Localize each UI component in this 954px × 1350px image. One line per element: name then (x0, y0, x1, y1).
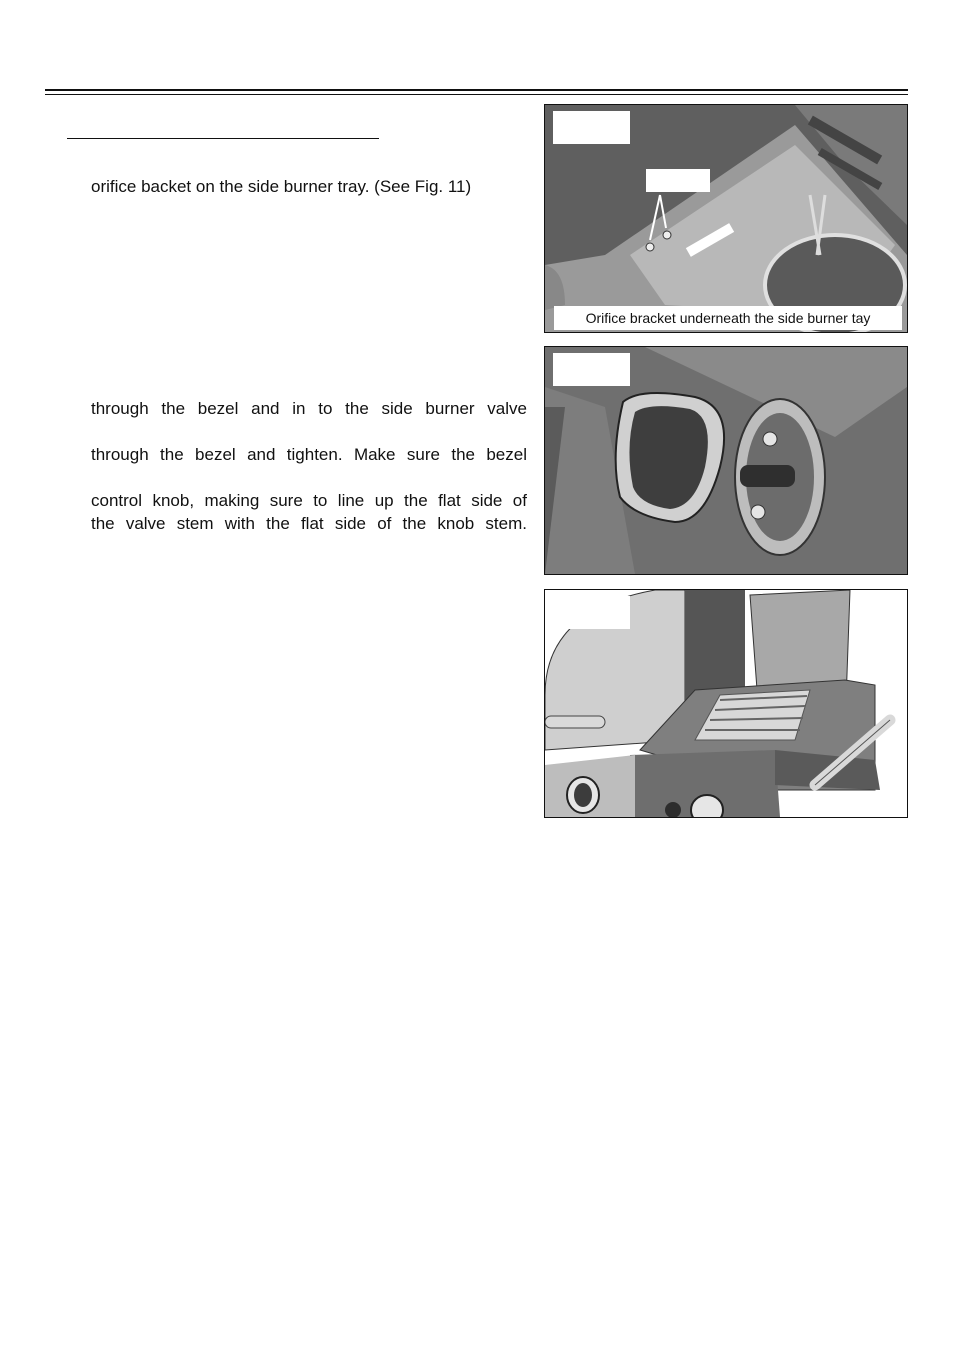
figure-label-box (553, 596, 630, 629)
section-heading-underline (67, 138, 379, 139)
figure-side-burner (544, 589, 908, 818)
figure-label-box (553, 111, 630, 144)
figure-caption: Orifice bracket underneath the side burner tay (554, 306, 902, 330)
figure-orifice-bracket (544, 104, 908, 333)
header-rule-thin (45, 94, 908, 95)
paragraph-line-2: through the bezel and in to the side burner valve (91, 399, 527, 418)
header-rule-thick (45, 89, 908, 91)
figure-control-knob (544, 346, 908, 575)
figure-label-box (553, 353, 630, 386)
paragraph-line-5: the valve stem with the flat side of the knob stem. (91, 514, 527, 533)
paragraph-line-1: orifice backet on the side burner tray. (See Fig. 11) (91, 177, 472, 196)
paragraph-line-4: control knob, making sure to line up the flat side of (91, 491, 527, 510)
paragraph-line-3: through the bezel and tighten. Make sure the bezel (91, 445, 527, 464)
